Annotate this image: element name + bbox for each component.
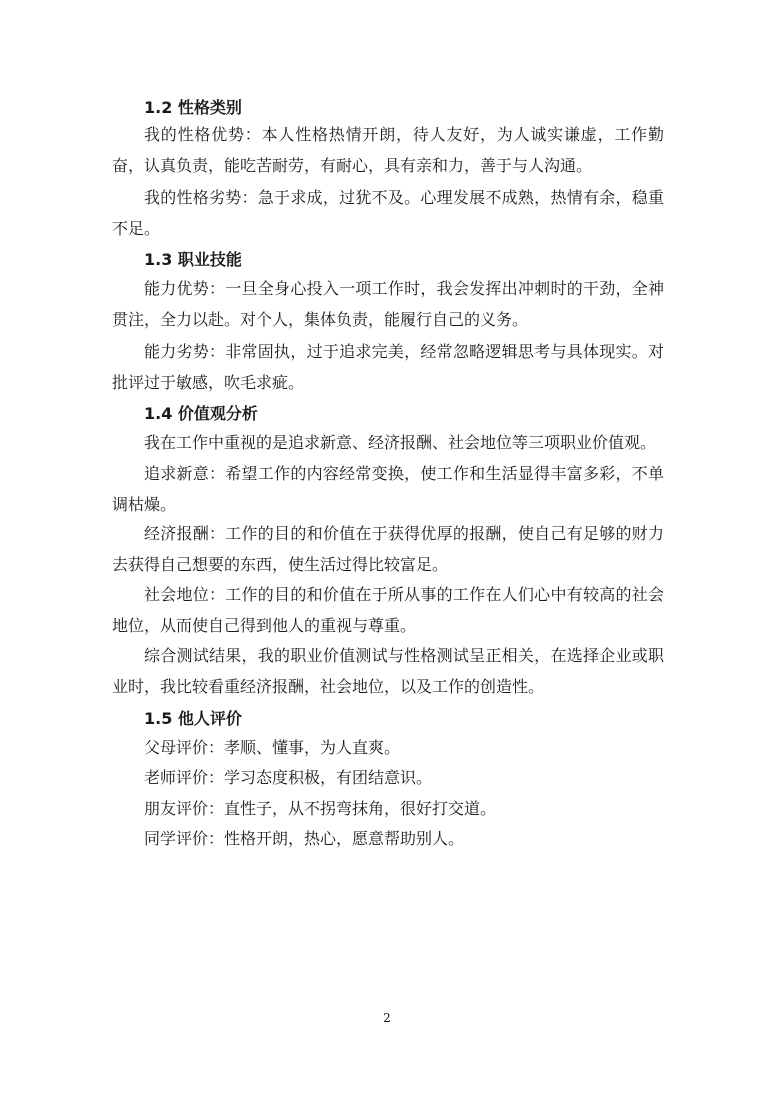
section-heading-1-3: 1.3 职业技能 [144,250,242,269]
paragraph-values-summary: 综合测试结果，我的职业价值测试与性格测试呈正相关，在选择企业或职业时，我比较看重经济报酬，社会地位，以及工作的创造性。 [112,646,664,696]
section-heading-1-5: 1.5 他人评价 [144,709,242,728]
paragraph-values-economic: 经济报酬：工作的目的和价值在于获得优厚的报酬，使自己有足够的财力去获得自己想要的东西，使生活过得比较富足。 [112,524,664,574]
paragraph-ability-weaknesses: 能力劣势：非常固执，过于追求完美，经常忽略逻辑思考与具体现实。对批评过于敏感，吹毛求疵。 [112,342,664,392]
paragraph-parents-evaluation: 父母评价：孝顺、懂事，为人直爽。 [144,738,401,757]
section-heading-1-4: 1.4 价值观分析 [144,404,258,423]
paragraph-values-social-status: 社会地位：工作的目的和价值在于所从事的工作在人们心中有较高的社会地位，从而使自己得到他人的重视与尊重。 [112,585,664,635]
paragraph-teacher-evaluation: 老师评价：学习态度积极，有团结意识。 [144,768,433,787]
paragraph-classmates-evaluation: 同学评价：性格开朗，热心，愿意帮助别人。 [144,829,465,848]
paragraph-ability-strengths: 能力优势：一旦全身心投入一项工作时，我会发挥出冲刺时的干劲，全神贯注，全力以赴。对个人，集体负责，能履行自己的义务。 [112,279,664,329]
page-number: 2 [383,1011,391,1025]
paragraph-values-intro: 我在工作中重视的是追求新意、经济报酬、社会地位等三项职业价值观。 [144,433,657,452]
paragraph-personality-weaknesses: 我的性格劣势：急于求成，过犹不及。心理发展不成熟，热情有余，稳重不足。 [112,188,664,238]
paragraph-friends-evaluation: 朋友评价：直性子，从不拐弯抹角，很好打交道。 [144,799,497,818]
paragraph-personality-strengths: 我的性格优势：本人性格热情开朗，待人友好，为人诚实谦虚，工作勤奋，认真负责，能吃苦耐劳，有耐心，具有亲和力，善于与人沟通。 [112,125,664,175]
section-heading-1-2: 1.2 性格类别 [144,98,242,117]
paragraph-values-novelty: 追求新意：希望工作的内容经常变换，使工作和生活显得丰富多彩，不单调枯燥。 [112,464,664,514]
